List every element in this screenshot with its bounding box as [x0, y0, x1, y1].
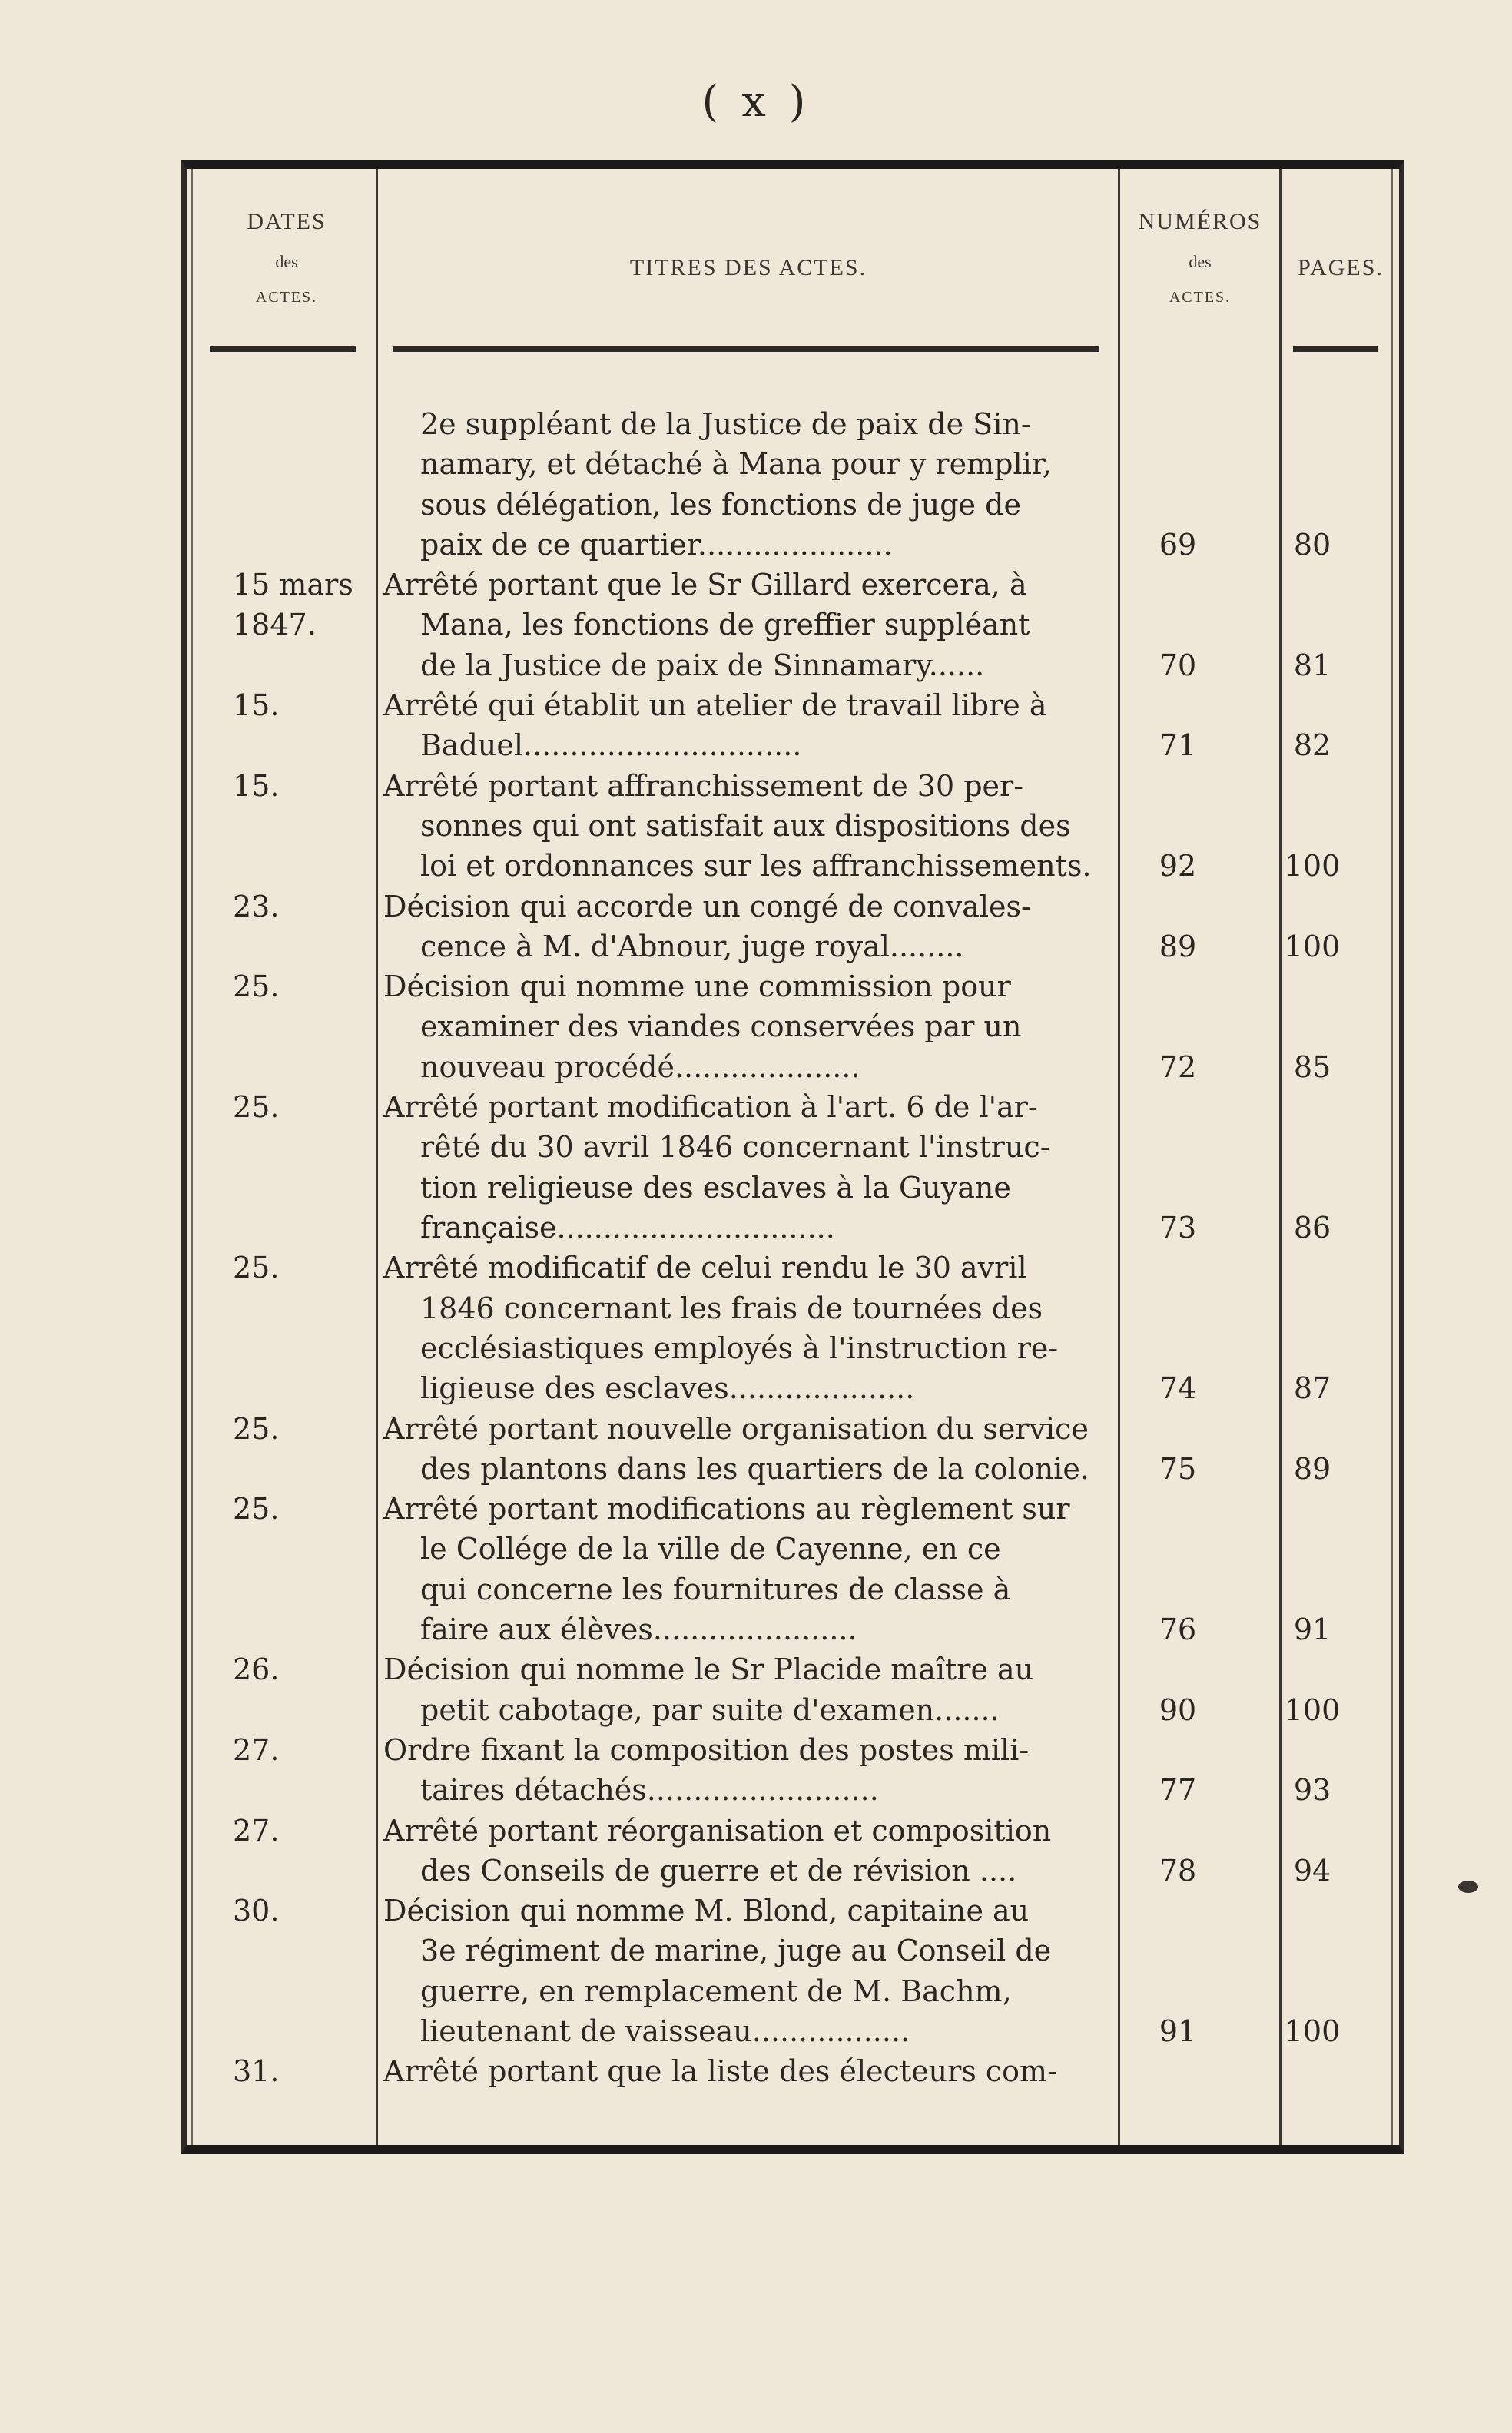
- row-date-part: 25.: [233, 970, 280, 1004]
- row-title-line: Arrêté portant que la liste des électeurs com-: [383, 2054, 1057, 2089]
- row-title-line: ecclésiastiques employés à l'instruction re-: [420, 1331, 1059, 1365]
- row-date: [233, 2051, 375, 2091]
- header-numeros-line1: NUMÉROS: [1138, 209, 1262, 234]
- row-date: [233, 1649, 375, 1689]
- row-title-line: sonnes qui ont satisfait aux dispositions des: [420, 808, 1071, 843]
- row-title-line: Baduel..............................: [420, 728, 802, 763]
- row-title: [383, 1730, 1113, 1811]
- row-date-part: 26.: [233, 1652, 280, 1687]
- row-date: [233, 1811, 375, 1851]
- table-row: [187, 1811, 1399, 1891]
- row-page: 80: [1293, 527, 1331, 562]
- row-date: [233, 766, 375, 806]
- header-pages-line1: PAGES.: [1298, 255, 1384, 280]
- row-title-line: Arrêté portant nouvelle organisation du service: [383, 1411, 1089, 1446]
- row-numero: 70: [1159, 648, 1197, 682]
- row-title: [383, 565, 1113, 685]
- row-date: [233, 1087, 375, 1127]
- row-date-part: 1847.: [233, 608, 317, 642]
- row-date: [233, 1248, 375, 1288]
- row-numero: 73: [1159, 1210, 1197, 1245]
- column-header-numeros: [1121, 209, 1279, 307]
- row-title: [383, 1649, 1113, 1730]
- row-title-line: Arrêté portant modification à l'art. 6 de l'ar-: [383, 1090, 1038, 1125]
- column-header-titles: [383, 255, 1113, 281]
- row-title-line: 3e régiment de marine, juge au Conseil de: [420, 1934, 1052, 1968]
- row-numero: 71: [1159, 728, 1197, 763]
- table-row: [187, 1730, 1399, 1811]
- row-title: [383, 404, 1113, 565]
- row-title-line: française..............................: [420, 1210, 835, 1245]
- header-rule-titles: [393, 346, 1099, 352]
- row-title-line: Décision qui nomme une commission pour: [383, 970, 1011, 1004]
- row-date-part: 25.: [233, 1090, 280, 1125]
- row-date-part: 27.: [233, 1732, 280, 1767]
- row-title: [383, 1248, 1113, 1408]
- row-title-line: des plantons dans les quartiers de la colonie.: [420, 1451, 1089, 1486]
- table-row: [187, 1248, 1399, 1408]
- row-title-line: Arrêté portant que le Sr Gillard exercera, à: [383, 568, 1027, 602]
- row-title-line: 2e suppléant de la Justice de paix de Sin-: [420, 407, 1031, 441]
- row-numero: 76: [1159, 1612, 1197, 1646]
- table-row: [187, 1409, 1399, 1490]
- row-date: [233, 685, 375, 725]
- row-page: 91: [1293, 1612, 1331, 1646]
- row-page: 81: [1293, 648, 1331, 682]
- row-title-line: Arrêté portant réorganisation et composition: [383, 1813, 1052, 1848]
- header-dates-line3: ACTES.: [255, 289, 318, 306]
- row-title-line: ligieuse des esclaves....................: [420, 1371, 915, 1406]
- row-date: [233, 1409, 375, 1449]
- ink-blot: [1458, 1881, 1478, 1893]
- table-row: [187, 404, 1399, 565]
- row-date-part: 15 mars: [233, 568, 353, 602]
- row-title: [383, 766, 1113, 887]
- row-title-line: loi et ordonnances sur les affranchissements.: [420, 849, 1092, 883]
- row-numero: 92: [1159, 849, 1197, 883]
- row-date-part: 15.: [233, 768, 280, 803]
- row-numero: 74: [1159, 1371, 1197, 1406]
- row-title: [383, 966, 1113, 1087]
- table-row: [187, 1891, 1399, 2051]
- table-row: [187, 966, 1399, 1087]
- row-title: [383, 685, 1113, 766]
- row-title: [383, 1811, 1113, 1891]
- row-title-line: Décision qui nomme M. Blond, capitaine au: [383, 1894, 1030, 1928]
- table-row: [187, 1087, 1399, 1248]
- row-title: [383, 1087, 1113, 1248]
- row-numero: 90: [1159, 1692, 1197, 1727]
- row-title-line: qui concerne les fournitures de classe à: [420, 1572, 1011, 1606]
- header-titles-line1: TITRES DES ACTES.: [629, 255, 867, 280]
- row-title-line: faire aux élèves......................: [420, 1612, 857, 1646]
- row-page: 100: [1284, 1692, 1341, 1727]
- row-title-line: nouveau procédé....................: [420, 1049, 860, 1084]
- row-title-line: tion religieuse des esclaves à la Guyane: [420, 1170, 1011, 1205]
- row-title-line: rêté du 30 avril 1846 concernant l'instruc-: [420, 1130, 1050, 1165]
- row-title: [383, 1489, 1113, 1649]
- row-title-line: sous délégation, les fonctions de juge de: [420, 487, 1021, 522]
- row-title-line: guerre, en remplacement de M. Bachm,: [420, 1974, 1012, 2008]
- header-rule-dates: [210, 346, 356, 352]
- page-number-header: ( x ): [701, 77, 811, 127]
- row-page: 89: [1293, 1451, 1331, 1486]
- table-frame: [181, 160, 1404, 2154]
- row-title-line: Décision qui nomme le Sr Placide maître au: [383, 1652, 1034, 1687]
- row-numero: 91: [1159, 2014, 1197, 2048]
- row-numero: 72: [1159, 1049, 1197, 1084]
- row-date-part: 30.: [233, 1894, 280, 1928]
- row-date: [233, 966, 375, 1006]
- row-page: 87: [1293, 1371, 1331, 1406]
- row-numero: 89: [1159, 929, 1197, 963]
- row-title-line: examiner des viandes conservées par un: [420, 1009, 1022, 1044]
- row-numero: 75: [1159, 1451, 1197, 1486]
- row-date-part: 27.: [233, 1813, 280, 1848]
- row-date: [233, 565, 375, 645]
- header-numeros-line2: des: [1189, 252, 1212, 271]
- row-title-line: le Collége de la ville de Cayenne, en ce: [420, 1532, 1001, 1566]
- row-numero: 69: [1159, 527, 1197, 562]
- row-date-part: 25.: [233, 1492, 280, 1526]
- row-title-line: lieutenant de vaisseau.................: [420, 2014, 910, 2048]
- table-row: [187, 1489, 1399, 1649]
- column-header-pages: [1282, 255, 1399, 281]
- row-title: [383, 1409, 1113, 1490]
- row-page: 86: [1293, 1210, 1331, 1245]
- row-title-line: namary, et détaché à Mana pour y remplir,: [420, 447, 1052, 482]
- table-row: [187, 887, 1399, 967]
- row-page: 100: [1284, 849, 1341, 883]
- row-date-part: 31.: [233, 2054, 280, 2089]
- header-dates-line2: des: [275, 252, 298, 271]
- row-page: 100: [1284, 2014, 1341, 2048]
- column-header-dates: [217, 209, 356, 307]
- row-title-line: taires détachés.........................: [420, 1773, 879, 1808]
- row-title-line: de la Justice de paix de Sinnamary......: [420, 648, 985, 682]
- row-date: [233, 887, 375, 926]
- row-page: 82: [1293, 728, 1331, 763]
- row-date-part: 25.: [233, 1411, 280, 1446]
- row-title: [383, 2051, 1113, 2091]
- header-rule-pages: [1293, 346, 1378, 352]
- row-page: 94: [1293, 1853, 1331, 1888]
- row-numero: 77: [1159, 1773, 1197, 1808]
- table-row: [187, 2051, 1399, 2091]
- row-title-line: petit cabotage, par suite d'examen.......: [420, 1692, 1000, 1727]
- header-numeros-line3: ACTES.: [1169, 289, 1232, 306]
- row-title-line: des Conseils de guerre et de révision ....: [420, 1853, 1017, 1888]
- row-title: [383, 1891, 1113, 2051]
- row-title-line: Arrêté portant modifications au règlement sur: [383, 1492, 1070, 1526]
- header-dates-line1: DATES: [247, 209, 327, 234]
- table-row: [187, 565, 1399, 685]
- row-title-line: Décision qui accorde un congé de convales-: [383, 889, 1031, 923]
- row-title-line: Arrêté portant affranchissement de 30 per-: [383, 768, 1024, 803]
- row-date: [233, 1891, 375, 1931]
- row-title-line: cence à M. d'Abnour, juge royal........: [420, 929, 964, 963]
- row-title-line: Arrêté qui établit un atelier de travail libre à: [383, 688, 1047, 723]
- table-row: [187, 766, 1399, 887]
- row-page: 100: [1284, 929, 1341, 963]
- row-date: [233, 1489, 375, 1529]
- row-date: [233, 1730, 375, 1770]
- row-title-line: Mana, les fonctions de greffier suppléant: [420, 608, 1030, 642]
- table-row: [187, 685, 1399, 766]
- row-page: 93: [1293, 1773, 1331, 1808]
- row-numero: 78: [1159, 1853, 1197, 1888]
- row-date-part: 15.: [233, 688, 280, 723]
- row-date-part: 25.: [233, 1251, 280, 1285]
- table-row: [187, 1649, 1399, 1730]
- row-title-line: paix de ce quartier.....................: [420, 527, 893, 562]
- row-date-part: 23.: [233, 889, 280, 923]
- row-title-line: 1846 concernant les frais de tournées des: [420, 1291, 1043, 1325]
- row-title: [383, 887, 1113, 967]
- row-title-line: Ordre fixant la composition des postes mili-: [383, 1732, 1030, 1767]
- row-page: 85: [1293, 1049, 1331, 1084]
- row-title-line: Arrêté modificatif de celui rendu le 30 avril: [383, 1251, 1027, 1285]
